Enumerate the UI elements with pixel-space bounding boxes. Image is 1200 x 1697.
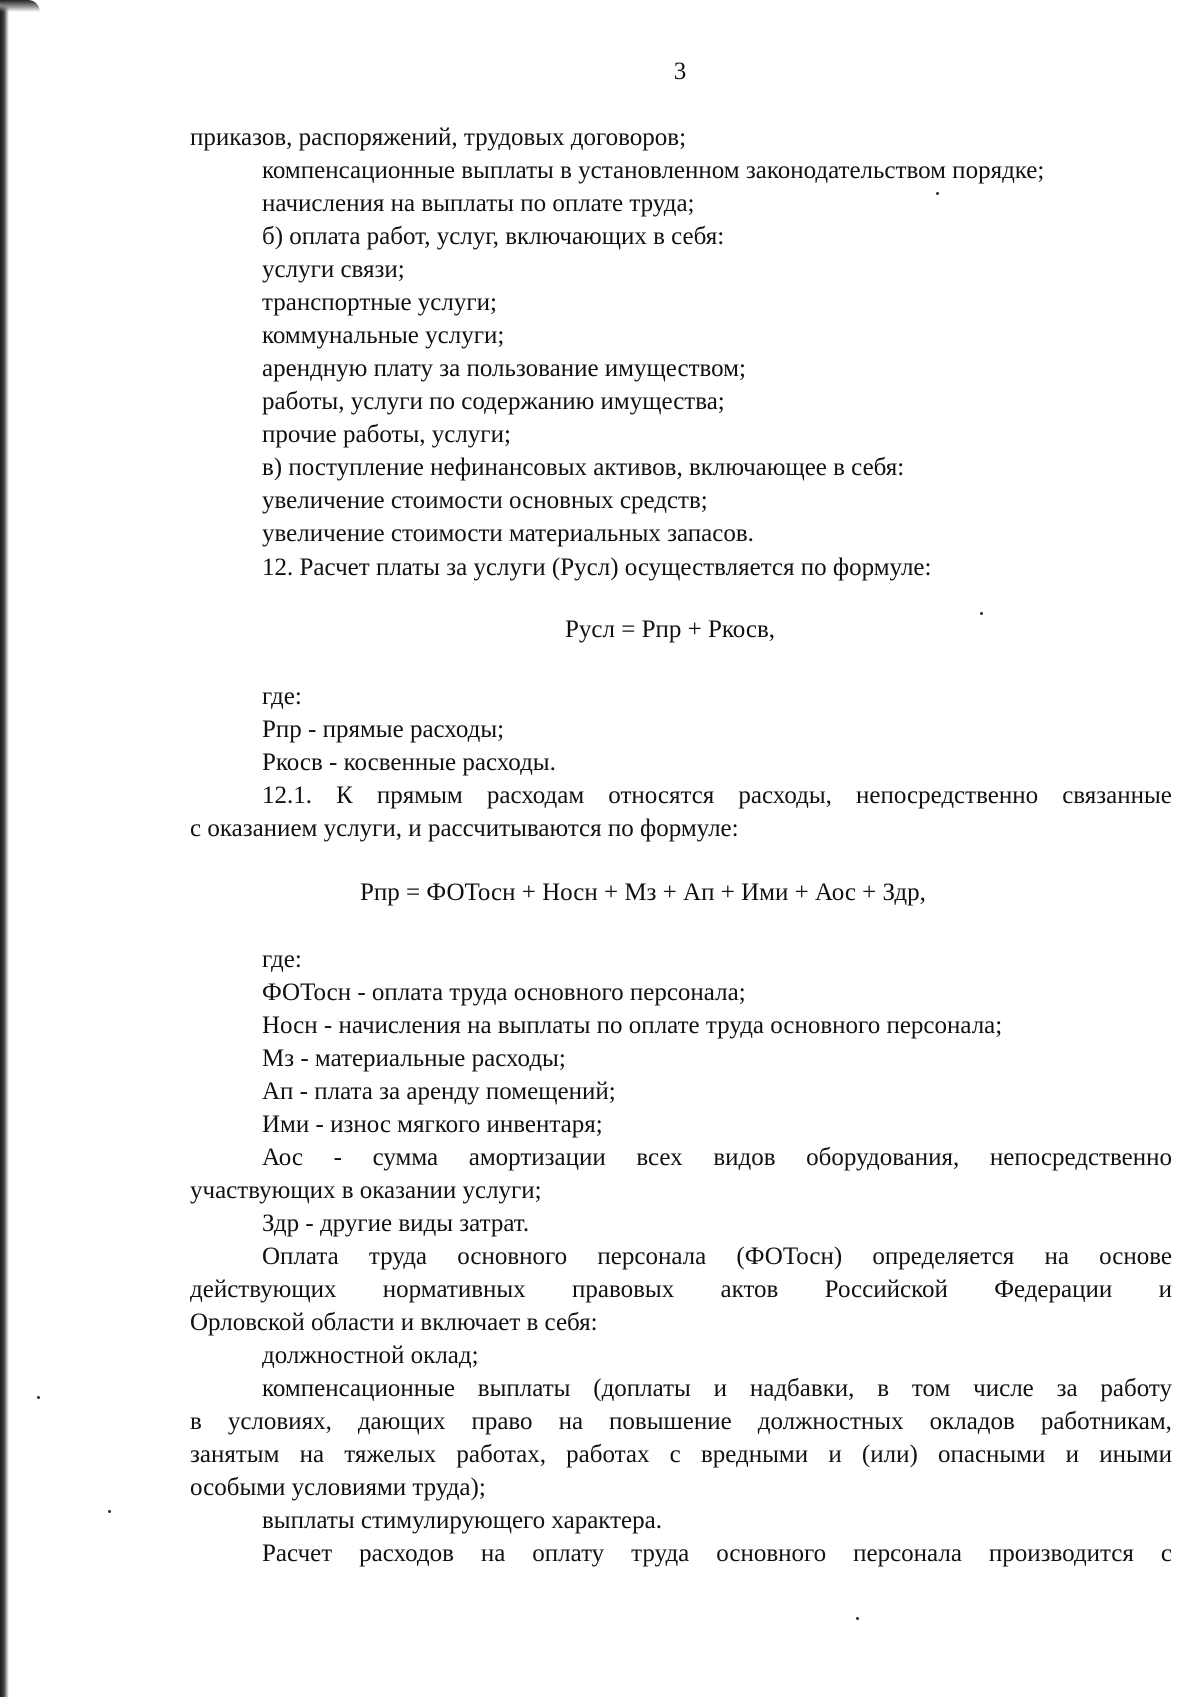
word: труда [368, 1243, 428, 1270]
word: работникам, [1040, 1408, 1172, 1435]
word: оплату [532, 1540, 605, 1567]
text-line: 12. Расчет платы за услуги (Русл) осуществляется по формуле: [262, 554, 932, 581]
text-line: Здр - другие виды затрат. [262, 1210, 530, 1237]
text-line: выплаты стимулирующего характера. [262, 1507, 662, 1534]
word: Оплата [262, 1243, 339, 1270]
word: иными [1099, 1441, 1172, 1468]
text-line: в) поступление нефинансовых активов, включающее в себя: [262, 454, 905, 481]
text-line: участвующих в оказании услуги; [190, 1177, 542, 1204]
word: Аос [262, 1144, 304, 1171]
text-line: ФОТосн - оплата труда основного персонала; [262, 979, 746, 1006]
word: правовых [572, 1276, 675, 1303]
word: и [713, 1375, 728, 1402]
scan-speck [37, 1396, 40, 1399]
word: непосредственно [856, 782, 1039, 809]
word: амортизации [468, 1144, 606, 1171]
word: работу [1100, 1375, 1172, 1402]
word: за [1056, 1375, 1078, 1402]
text-line: Ап - плата за аренду помещений; [262, 1078, 616, 1105]
word: с [1160, 1540, 1172, 1567]
text-line: компенсационные выплаты в установленном законодательством порядке; [262, 157, 1045, 184]
word: повышение [609, 1408, 732, 1435]
word: расходы, [738, 782, 832, 809]
word: опасными [937, 1441, 1046, 1468]
word: в [877, 1375, 890, 1402]
word: К [336, 782, 353, 809]
word: вредными [700, 1441, 809, 1468]
word: Российской [824, 1276, 948, 1303]
text-line: б) оплата работ, услуг, включающих в себя: [262, 223, 725, 250]
page-number: 3 [673, 58, 687, 85]
word: должностных [757, 1408, 904, 1435]
scan-speck [108, 1510, 111, 1513]
word: основного [457, 1243, 568, 1270]
word: нормативных [382, 1276, 526, 1303]
word: на [299, 1441, 325, 1468]
text-line [190, 1274, 1172, 1306]
text-line: увеличение стоимости материальных запасов. [262, 520, 754, 547]
text-line: особыми условиями труда); [190, 1474, 486, 1501]
word: видов [713, 1144, 776, 1171]
text-line: прочие работы, услуги; [262, 421, 511, 448]
word: числе [973, 1375, 1034, 1402]
word: действующих [190, 1276, 337, 1303]
text-line: услуги связи; [262, 256, 405, 283]
word: производится [988, 1540, 1134, 1567]
text-line: коммунальные услуги; [262, 322, 505, 349]
word: компенсационные [262, 1375, 455, 1402]
word: работах, [456, 1441, 546, 1468]
word: основного [716, 1540, 827, 1567]
word: право [471, 1408, 533, 1435]
word: (доплаты [593, 1375, 691, 1402]
scan-edge-left [0, 0, 9, 1697]
word: оборудования, [806, 1144, 960, 1171]
word: занятым [190, 1441, 280, 1468]
word: (ФОТосн) [736, 1243, 843, 1270]
word: условиях, [227, 1408, 332, 1435]
word: основе [1099, 1243, 1172, 1270]
word: труда [631, 1540, 690, 1567]
text-line: работы, услуги по содержанию имущества; [262, 388, 725, 415]
text-line: арендную плату за пользование имуществом; [262, 355, 746, 382]
text-line [262, 1538, 1172, 1570]
word: сумма [372, 1144, 439, 1171]
scan-speck [980, 612, 983, 615]
text-line [262, 1142, 1172, 1174]
text-line: Мз - материальные расходы; [262, 1045, 566, 1072]
word: дающих [357, 1408, 446, 1435]
word: выплаты [477, 1375, 571, 1402]
word: на [1044, 1243, 1069, 1270]
text-line: должностной оклад; [262, 1342, 479, 1369]
word: Расчет [262, 1540, 333, 1567]
scan-speck [856, 1617, 859, 1620]
scan-speck [936, 192, 939, 195]
word: на [558, 1408, 584, 1435]
word: и [1065, 1441, 1079, 1468]
text-line [190, 1439, 1172, 1471]
formula-pr: Рпр = ФОТосн + Носн + Мз + Ап + Ими + Аос + Здр, [360, 879, 926, 906]
word: с [669, 1441, 681, 1468]
word: том [911, 1375, 951, 1402]
word: окладов [929, 1408, 1015, 1435]
word: персонала [597, 1243, 707, 1270]
text-line: с оказанием услуги, и рассчитываются по формуле: [190, 815, 739, 842]
word: Федерации [994, 1276, 1113, 1303]
word: всех [636, 1144, 683, 1171]
word: работах [566, 1441, 650, 1468]
word: (или) [861, 1441, 918, 1468]
text-line: Рпр - прямые расходы; [262, 716, 505, 743]
word: на [480, 1540, 506, 1567]
text-line: Носн - начисления на выплаты по оплате труда основного персонала; [262, 1012, 1003, 1039]
word: и [828, 1441, 842, 1468]
text-line: где: [262, 946, 302, 973]
word: и [1158, 1276, 1172, 1303]
word: актов [720, 1276, 779, 1303]
word: относятся [608, 782, 715, 809]
formula-usl: Русл = Рпр + Ркосв, [565, 616, 776, 643]
text-line: увеличение стоимости основных средств; [262, 487, 708, 514]
word: надбавки, [749, 1375, 855, 1402]
scan-edge-top [0, 0, 40, 12]
text-line: Ркосв - косвенные расходы. [262, 749, 556, 776]
word: 12.1. [262, 782, 312, 809]
text-line: Орловской области и включает в себя: [190, 1309, 598, 1336]
text-line-justified [262, 780, 1172, 812]
word: определяется [872, 1243, 1015, 1270]
word: связанные [1062, 782, 1172, 809]
word: непосредственно [989, 1144, 1172, 1171]
word: - [333, 1144, 342, 1171]
word: прямым [376, 782, 463, 809]
word: персонала [853, 1540, 962, 1567]
text-line: приказов, распоряжений, трудовых договоров; [190, 124, 687, 151]
word: расходов [359, 1540, 454, 1567]
word: в [190, 1408, 202, 1435]
word: расходам [486, 782, 585, 809]
text-line [262, 1373, 1172, 1405]
word: тяжелых [344, 1441, 437, 1468]
text-line [262, 1241, 1172, 1273]
text-line: Ими - износ мягкого инвентаря; [262, 1111, 603, 1138]
text-line: транспортные услуги; [262, 289, 497, 316]
text-line: где: [262, 683, 302, 710]
text-line: начисления на выплаты по оплате труда; [262, 190, 695, 217]
text-line [190, 1406, 1172, 1438]
